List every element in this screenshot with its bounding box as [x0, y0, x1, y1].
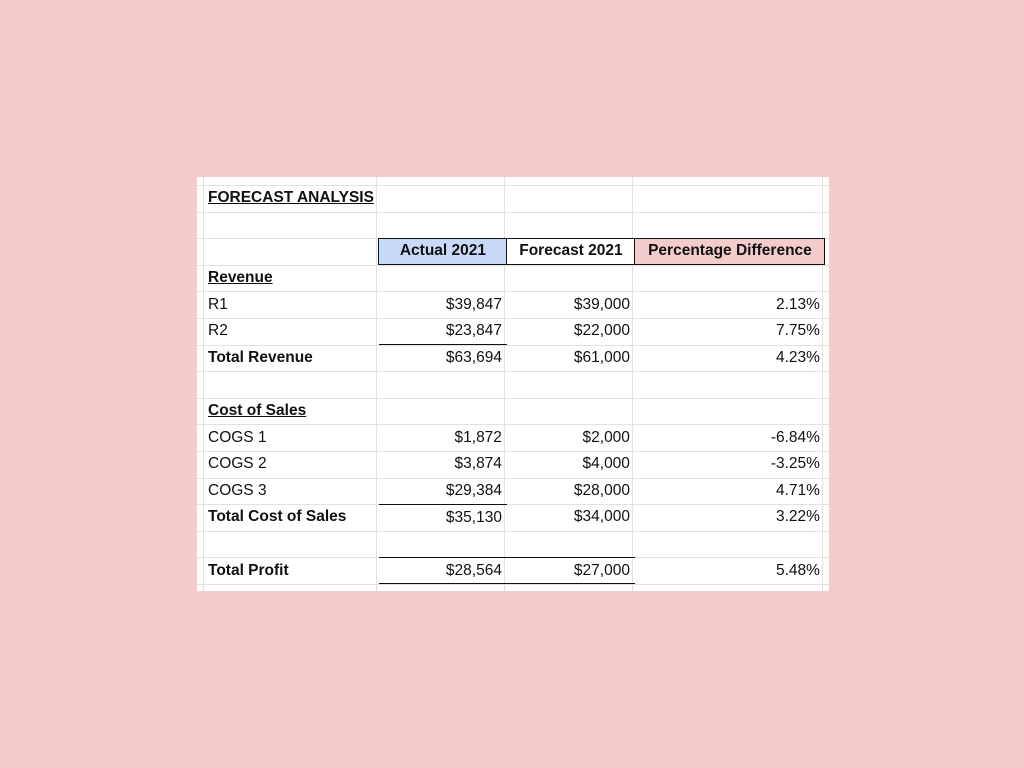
blank-row — [203, 212, 825, 239]
table-row — [203, 318, 825, 345]
cell[interactable] — [379, 265, 507, 292]
actual-value[interactable]: $29,384 — [445, 481, 502, 499]
table-row — [203, 451, 825, 478]
forecast-value[interactable]: $27,000 — [507, 557, 635, 584]
cell[interactable] — [203, 371, 379, 398]
cell[interactable] — [635, 531, 825, 558]
cell[interactable] — [635, 398, 825, 425]
section-row-cost-of-sales — [203, 398, 825, 425]
blank-row — [203, 371, 825, 398]
cell[interactable] — [635, 371, 825, 398]
cell[interactable] — [507, 265, 635, 292]
title-row — [203, 185, 825, 212]
row-label[interactable]: Total Profit — [208, 561, 289, 579]
pct-value[interactable]: -6.84% — [770, 428, 820, 446]
forecast-value[interactable]: $22,000 — [573, 322, 630, 340]
actual-value[interactable]: $63,694 — [379, 345, 507, 372]
forecast-value[interactable]: $4,000 — [582, 455, 630, 473]
cell[interactable] — [203, 212, 379, 239]
cell[interactable] — [507, 212, 635, 239]
forecast-value[interactable]: $34,000 — [573, 508, 630, 526]
row-label[interactable]: R2 — [208, 322, 228, 340]
cell[interactable] — [203, 531, 379, 558]
header-row — [203, 238, 825, 265]
row-label[interactable]: R1 — [208, 295, 228, 313]
total-revenue-row — [203, 345, 825, 372]
actual-value[interactable]: $23,847 — [445, 322, 502, 340]
total-cost-of-sales-row — [203, 504, 825, 531]
forecast-value[interactable]: $2,000 — [582, 428, 630, 446]
cell[interactable] — [379, 185, 507, 212]
actual-value[interactable]: $3,874 — [454, 455, 502, 473]
spreadsheet — [197, 177, 829, 591]
forecast-value[interactable]: $61,000 — [573, 348, 630, 366]
forecast-table — [203, 185, 825, 584]
pct-value[interactable]: 4.23% — [775, 348, 820, 366]
row-label[interactable]: Total Revenue — [208, 348, 313, 366]
pct-value[interactable]: -3.25% — [770, 455, 820, 473]
cell[interactable] — [203, 238, 379, 265]
row-label[interactable]: COGS 2 — [208, 455, 267, 473]
total-profit-row — [203, 557, 825, 584]
sheet-title[interactable]: FORECAST ANALYSIS — [208, 189, 374, 207]
cell[interactable] — [507, 531, 635, 558]
header-actual[interactable]: Actual 2021 — [379, 238, 507, 265]
cell[interactable] — [635, 265, 825, 292]
section-label-cost-of-sales[interactable]: Cost of Sales — [208, 402, 307, 420]
pct-value[interactable]: 5.48% — [775, 561, 820, 579]
actual-value[interactable]: $28,564 — [379, 557, 507, 584]
actual-value[interactable]: $39,847 — [445, 295, 502, 313]
header-percentage-difference[interactable]: Percentage Difference — [635, 238, 825, 265]
header-forecast[interactable]: Forecast 2021 — [507, 238, 635, 265]
section-row-revenue — [203, 265, 825, 292]
actual-value[interactable]: $35,130 — [379, 504, 507, 531]
cell[interactable] — [507, 371, 635, 398]
row-label[interactable]: COGS 3 — [208, 481, 267, 499]
row-label[interactable]: COGS 1 — [208, 428, 267, 446]
forecast-value[interactable]: $28,000 — [573, 481, 630, 499]
cell[interactable] — [507, 398, 635, 425]
pct-value[interactable]: 3.22% — [775, 508, 820, 526]
cell[interactable] — [379, 371, 507, 398]
table-row — [203, 478, 825, 505]
cell[interactable] — [379, 531, 507, 558]
blank-row — [203, 531, 825, 558]
cell[interactable] — [379, 398, 507, 425]
forecast-value[interactable]: $39,000 — [573, 295, 630, 313]
table-row — [203, 291, 825, 318]
table-row — [203, 424, 825, 451]
pct-value[interactable]: 2.13% — [775, 295, 820, 313]
section-label-revenue[interactable]: Revenue — [208, 269, 273, 287]
actual-value[interactable]: $1,872 — [454, 428, 502, 446]
row-label[interactable]: Total Cost of Sales — [208, 508, 347, 526]
cell[interactable] — [507, 185, 635, 212]
cell[interactable] — [635, 185, 825, 212]
cell[interactable] — [635, 212, 825, 239]
cell[interactable] — [379, 212, 507, 239]
pct-value[interactable]: 7.75% — [775, 322, 820, 340]
pct-value[interactable]: 4.71% — [775, 481, 820, 499]
